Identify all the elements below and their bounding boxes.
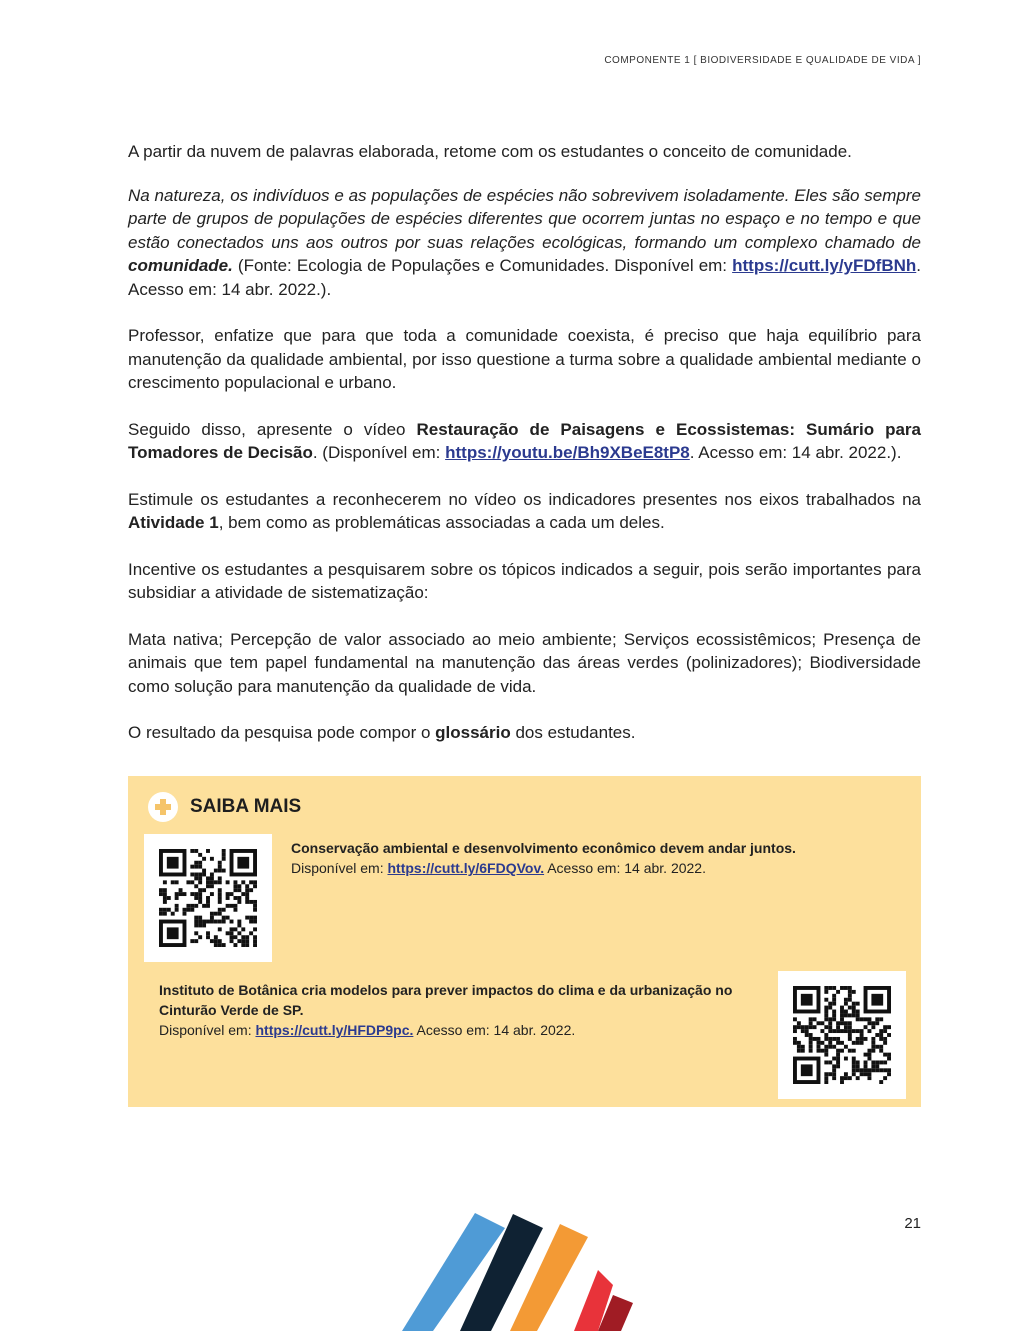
glossary-start: O resultado da pesquisa pode compor o [128, 723, 436, 742]
quote-bold-term: comunidade. [128, 256, 233, 275]
glossary-term: glossário [435, 723, 511, 742]
reference-title-1: Conservação ambiental e desenvolvimento econômico devem andar juntos. [291, 840, 796, 856]
paragraph-research: Incentive os estudantes a pesquisarem sobre os tópicos indicados a seguir, pois serão importantes para subsidiar a atividade de sistematização: [128, 559, 921, 602]
reference-title-2: Instituto de Botânica cria modelos para prever impactos do clima e da urbanização no Cinturão Verde de SP. [159, 982, 733, 1018]
reference-access-2: Acesso em: 14 abr. 2022. [413, 1022, 576, 1038]
quote-italic: Na natureza, os indivíduos e as populações de espécies não sobrevivem isoladamente. Eles são sempre parte de grupos de populações de espécies diferentes que ocorrem juntas no espaço e no tempo e que estão conectados uns aos outros por suas relações ecológicas, formando um complexo chamado de [128, 185, 921, 252]
glossary-end: dos estudantes. [510, 723, 636, 742]
video-link[interactable]: https://youtu.be/Bh9XBeE8tP8 [445, 443, 690, 462]
saiba-mais-title: SAIBA MAIS [190, 796, 302, 817]
reference-access-1: Acesso em: 14 abr. 2022. [544, 860, 706, 876]
indicators-start: Estimule os estudantes a reconhecerem no vídeo os indicadores presentes nos eixos trabalhados na [128, 489, 921, 509]
paragraph-intro: A partir da nuvem de palavras elaborada, retome com os estudantes o conceito de comunidade. [128, 142, 852, 161]
video-available: . (Disponível em: [312, 443, 446, 462]
reference-link-2[interactable]: https://cutt.ly/HFDP9pc. [255, 1022, 414, 1038]
running-header: COMPONENTE 1 [ BIODIVERSIDADE E QUALIDADE DE VIDA ] [604, 55, 921, 66]
paragraph-equilibrium: Professor, enfatize que para que toda a comunidade coexista, é preciso que haja equilíbrio para manutenção da qualidade ambiental, por isso questione a turma sobre a qualidade ambiental mediante o crescimento populacional e urbano. [128, 326, 921, 392]
reference-available-2: Disponível em: [159, 1022, 256, 1038]
paragraph-topics: Mata nativa; Percepção de valor associado ao meio ambiente; Serviços ecossistêmicos; Presença de animais que tem papel fundamental na manutenção das áreas verdes (polinizadores); Biodiversidade como solução para manutenção da qualidade de vida. [128, 629, 921, 696]
indicators-end: , bem como as problemáticas associadas a cada um deles. [218, 513, 665, 532]
video-access: . Acesso em: 14 abr. 2022.). [689, 443, 902, 462]
quote-source: (Fonte: Ecologia de Populações e Comunidades. Disponível em: [232, 256, 733, 275]
page-number: 21 [904, 1215, 921, 1232]
video-intro: Seguido disso, apresente o vídeo [128, 419, 417, 439]
activity-name: Atividade 1 [128, 513, 219, 532]
reference-link-1[interactable]: https://cutt.ly/6FDQVov. [387, 860, 545, 876]
source-link-ecologia[interactable]: https://cutt.ly/yFDfBNh [732, 256, 917, 275]
video-title: Restauração de Paisagens e Ecossistemas: Sumário para Tomadores de Decisão [128, 419, 921, 462]
reference-available-1: Disponível em: [291, 860, 388, 876]
quote-access: . Acesso em: 14 abr. 2022.). [128, 256, 921, 299]
